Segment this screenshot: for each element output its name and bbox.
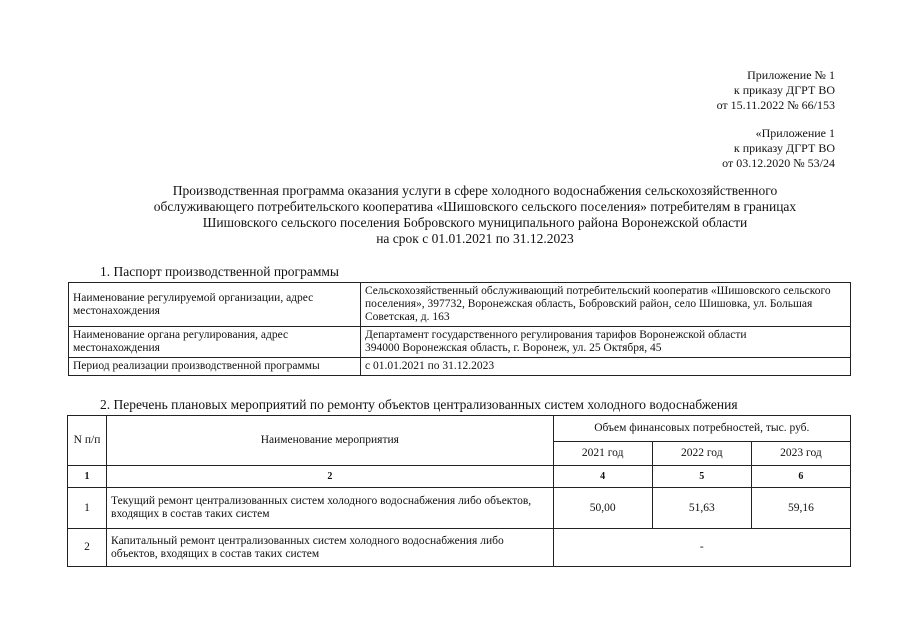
table-row — [68, 488, 851, 529]
table-index-row — [68, 466, 851, 488]
passport-value-line: Департамент государственного регулирования тарифов Воронежской области — [365, 329, 747, 341]
passport-value-line: 394000 Воронежская область, г. Воронеж, ул. 25 Октября, 45 — [365, 342, 662, 354]
title-line: обслуживающего потребительского кооператива «Шишовского сельского поселения» потребителям в границах — [153, 199, 797, 214]
row-merged-value: - — [553, 529, 850, 567]
row-num: 1 — [68, 488, 107, 529]
annex-line: к приказу ДГРТ ВО — [733, 141, 835, 155]
title-line: на срок с 01.01.2021 по 31.12.2023 — [376, 231, 574, 246]
row-value: 50,00 — [553, 488, 652, 529]
table-header-row — [68, 416, 851, 442]
header-name: Наименование мероприятия — [107, 416, 554, 466]
annex-line: от 03.12.2020 № 53/24 — [722, 156, 835, 170]
title-line: Производственная программа оказания услуги в сфере холодного водоснабжения сельскохозяйственного — [172, 183, 778, 198]
table-row — [68, 529, 851, 567]
passport-key: Период реализации производственной программы — [69, 358, 361, 376]
row-name: Текущий ремонт централизованных систем холодного водоснабжения либо объектов, входящих в состав таких систем — [107, 488, 554, 529]
annex-current-reference — [717, 68, 835, 113]
measures-table — [67, 415, 851, 567]
passport-key: Наименование органа регулирования, адрес местонахождения — [69, 327, 361, 358]
header-volume: Объем финансовых потребностей, тыс. руб. — [553, 416, 850, 442]
passport-value: с 01.01.2021 по 31.12.2023 — [361, 358, 851, 376]
index-cell: 1 — [68, 466, 107, 488]
annex-previous-reference — [722, 126, 835, 171]
document-title — [60, 183, 890, 247]
annex-line: от 15.11.2022 № 66/153 — [716, 98, 835, 112]
measures-heading: 2. Перечень плановых мероприятий по ремонту объектов централизованных систем холодного водоснабжения — [100, 397, 738, 412]
row-num: 2 — [68, 529, 107, 567]
index-cell: 6 — [751, 466, 850, 488]
header-year: 2022 год — [652, 442, 751, 466]
annex-line: Приложение № 1 — [747, 68, 835, 82]
index-cell: 4 — [553, 466, 652, 488]
passport-table — [68, 282, 851, 376]
index-cell: 2 — [107, 466, 554, 488]
passport-value — [361, 327, 851, 358]
annex-line: «Приложение 1 — [755, 126, 835, 140]
row-value: 59,16 — [751, 488, 850, 529]
table-row — [69, 327, 851, 358]
passport-value: Сельскохозяйственный обслуживающий потребительский кооператив «Шишовского сельского поселения», 397732, Воронежская область, Бобровский район, село Шишовка, ул. Большая Советская, д. 163 — [361, 283, 851, 327]
row-name: Капитальный ремонт централизованных систем холодного водоснабжения либо объектов, входящих в состав таких систем — [107, 529, 554, 567]
row-value: 51,63 — [652, 488, 751, 529]
title-line: Шишовского сельского поселения Бобровского муниципального района Воронежской области — [202, 215, 748, 230]
header-year: 2021 год — [553, 442, 652, 466]
table-row — [69, 358, 851, 376]
table-row — [69, 283, 851, 327]
header-year: 2023 год — [751, 442, 850, 466]
index-cell: 5 — [652, 466, 751, 488]
passport-key: Наименование регулируемой организации, адрес местонахождения — [69, 283, 361, 327]
header-num: N п/п — [68, 416, 107, 466]
passport-heading: 1. Паспорт производственной программы — [100, 264, 339, 279]
annex-line: к приказу ДГРТ ВО — [733, 83, 835, 97]
